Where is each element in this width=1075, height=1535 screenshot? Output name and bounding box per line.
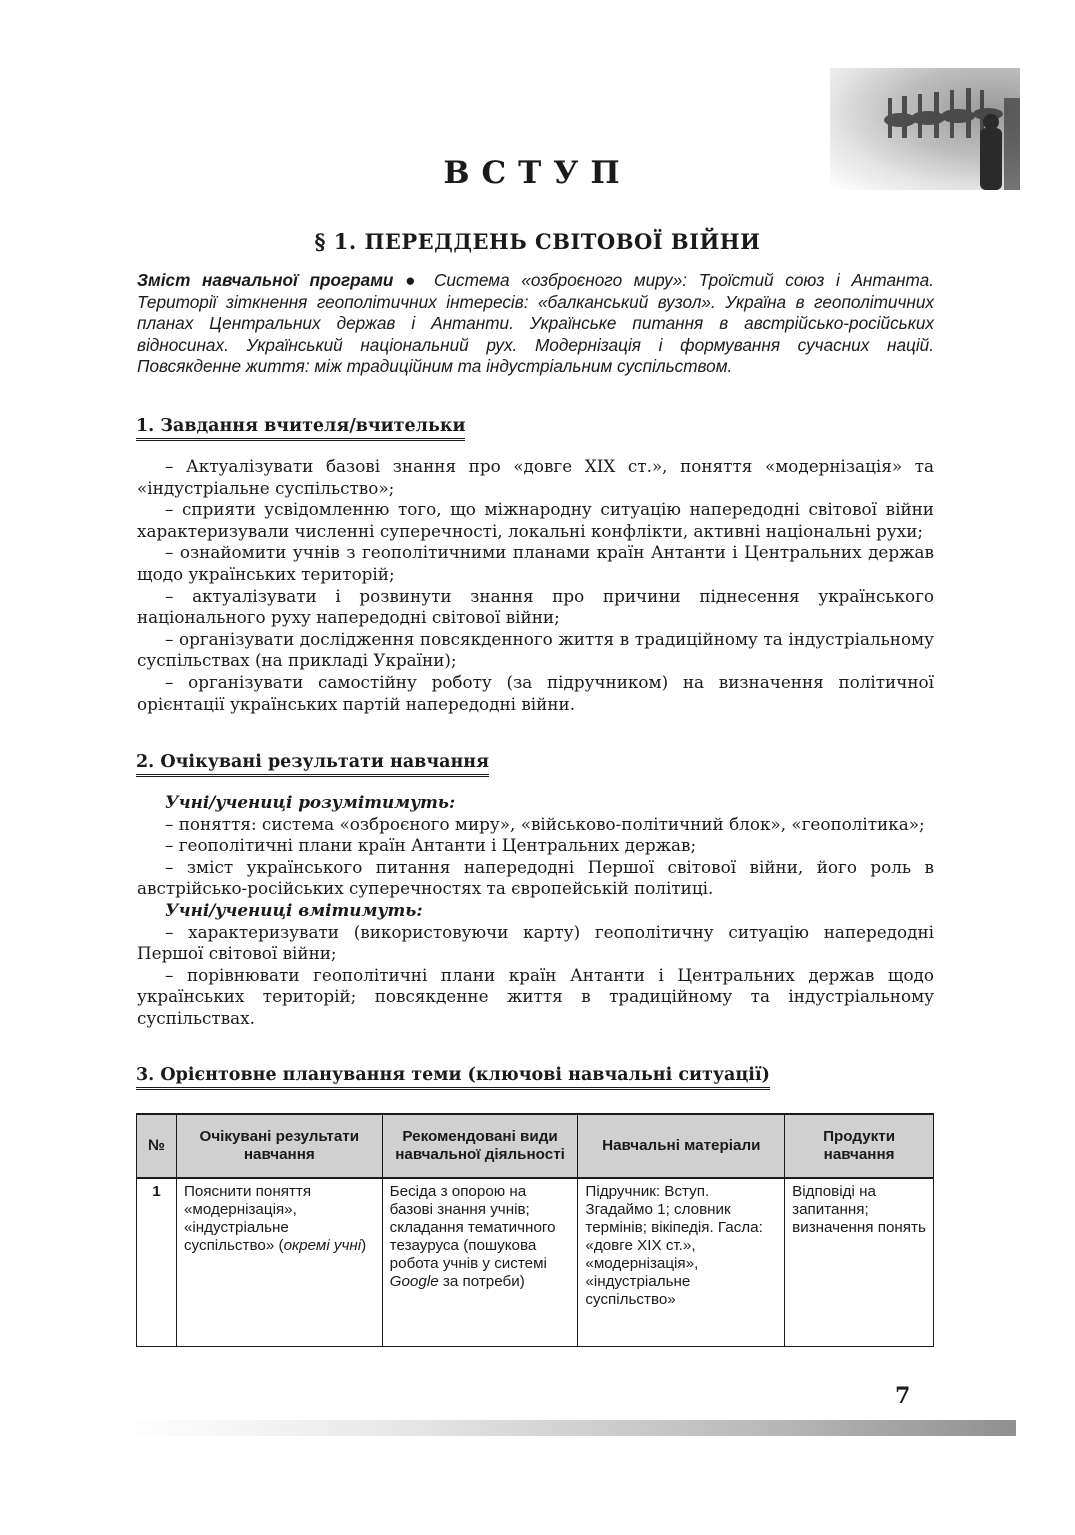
planning-table xyxy=(136,1113,934,1347)
curriculum-content xyxy=(137,270,934,378)
column-header: Очікувані результати навчання xyxy=(176,1114,382,1178)
cell-text-italic: окремі учні xyxy=(283,1237,362,1254)
list-item: – геополітичні плани країн Антанти і Центральних держав; xyxy=(165,835,697,856)
row-number: 1 xyxy=(137,1178,177,1346)
table-row xyxy=(137,1178,934,1346)
column-header: Продукти навчання xyxy=(785,1114,934,1178)
section-title: § 1. ПЕРЕДДЕНЬ СВІТОВОЇ ВІЙНИ xyxy=(314,229,761,254)
teacher-tasks-list xyxy=(137,456,934,715)
materials-cell: Підручник: Вступ. Згадаймо 1; словник термінів; вікіпедія. Гасла: «довге XIX ст.», «модернізація», «індустріальне суспільство» xyxy=(578,1178,785,1346)
cell-text-italic: Google xyxy=(389,1273,439,1290)
list-item: – організувати дослідження повсякденного життя в традиційному та індустріальному суспільствах (на прикладі України); xyxy=(137,628,934,671)
column-header: № xyxy=(137,1114,177,1178)
cell-text: Бесіда з опорою на базові знання учнів; складання тематичного тезауруса (пошукова робота учнів у системі xyxy=(389,1183,556,1272)
expected-result-cell xyxy=(176,1178,382,1346)
footer-bar xyxy=(120,1420,1016,1436)
table-header-row xyxy=(137,1114,934,1178)
list-item: – актуалізувати і розвинути знання про причини піднесення українського національного руху напередодні світової війни; xyxy=(137,585,934,628)
bullet-icon: ● xyxy=(405,270,423,290)
list-item: – порівнювати геополітичні плани країн Антанти і Центральних держав щодо українських територій; повсякденне життя в традиційному та індустріальному суспільствах. xyxy=(137,964,934,1028)
curriculum-label: Зміст навчальної програми xyxy=(137,270,394,290)
heading-expected-results: 2. Очікувані результати навчання xyxy=(136,752,489,777)
understand-label: Учні/учениці розумітимуть: xyxy=(165,792,456,812)
list-item: – зміст українського питання напередодні Першої світової війни, його роль в австрійсько-російських суперечностях та європейській політиці. xyxy=(137,856,934,899)
curriculum-text: Система «озброєного миру»: Троїстий союз і Антанта. Території зіткнення геополітичних інтересів: «балканський вузол». Україна в геополітичних планах Центральних держав і Антанти. Українське питання в австрійсько-російських відносинах. Український національний рух. Модернізація і формування сучасних націй. Повсякденне життя: між традиційним та індустріальним суспільством. xyxy=(137,270,934,376)
page-number: 7 xyxy=(895,1383,911,1409)
cell-text: ) xyxy=(361,1237,367,1254)
able-label: Учні/учениці вмітимуть: xyxy=(165,899,423,920)
heading-topic-planning: 3. Орієнтовне планування теми (ключові навчальні ситуації) xyxy=(136,1065,770,1090)
heading-teacher-tasks: 1. Завдання вчителя/вчительки xyxy=(136,416,465,441)
list-item: – характеризувати (використовуючи карту) геополітичну ситуацію напередодні Першої світової війни; xyxy=(137,921,934,964)
list-item: – сприяти усвідомленню того, що міжнародну ситуацію напередодні світової війни характеризували численні суперечності, локальні конфлікти, активні національні рухи; xyxy=(137,499,934,541)
list-item: – Актуалізувати базові знання про «довге XIX ст.», поняття «модернізація» та «індустріальне суспільство»; xyxy=(137,456,934,498)
products-cell: Відповіді на запитання; визначення понять xyxy=(785,1178,934,1346)
list-item: – ознайомити учнів з геополітичними планами країн Антанти і Центральних держав щодо українських територій; xyxy=(137,542,934,584)
cell-text: Пояснити поняття «модернізація», «індустріальне суспільство» ( xyxy=(183,1183,312,1254)
cell-text: за потреби) xyxy=(438,1273,525,1290)
list-item: – поняття: система «озброєного миру», «військово-політичний блок», «геополітика»; xyxy=(165,813,925,834)
column-header: Рекомендовані види навчальної діяльності xyxy=(382,1114,578,1178)
column-header: Навчальні матеріали xyxy=(578,1114,785,1178)
activity-cell xyxy=(382,1178,578,1346)
chapter-title: ВСТУП xyxy=(443,155,632,191)
expected-results-list xyxy=(137,792,934,1030)
list-item: – організувати самостійну роботу (за підручником) на визначення політичної орієнтації українських партій напередодні війни. xyxy=(137,671,934,714)
